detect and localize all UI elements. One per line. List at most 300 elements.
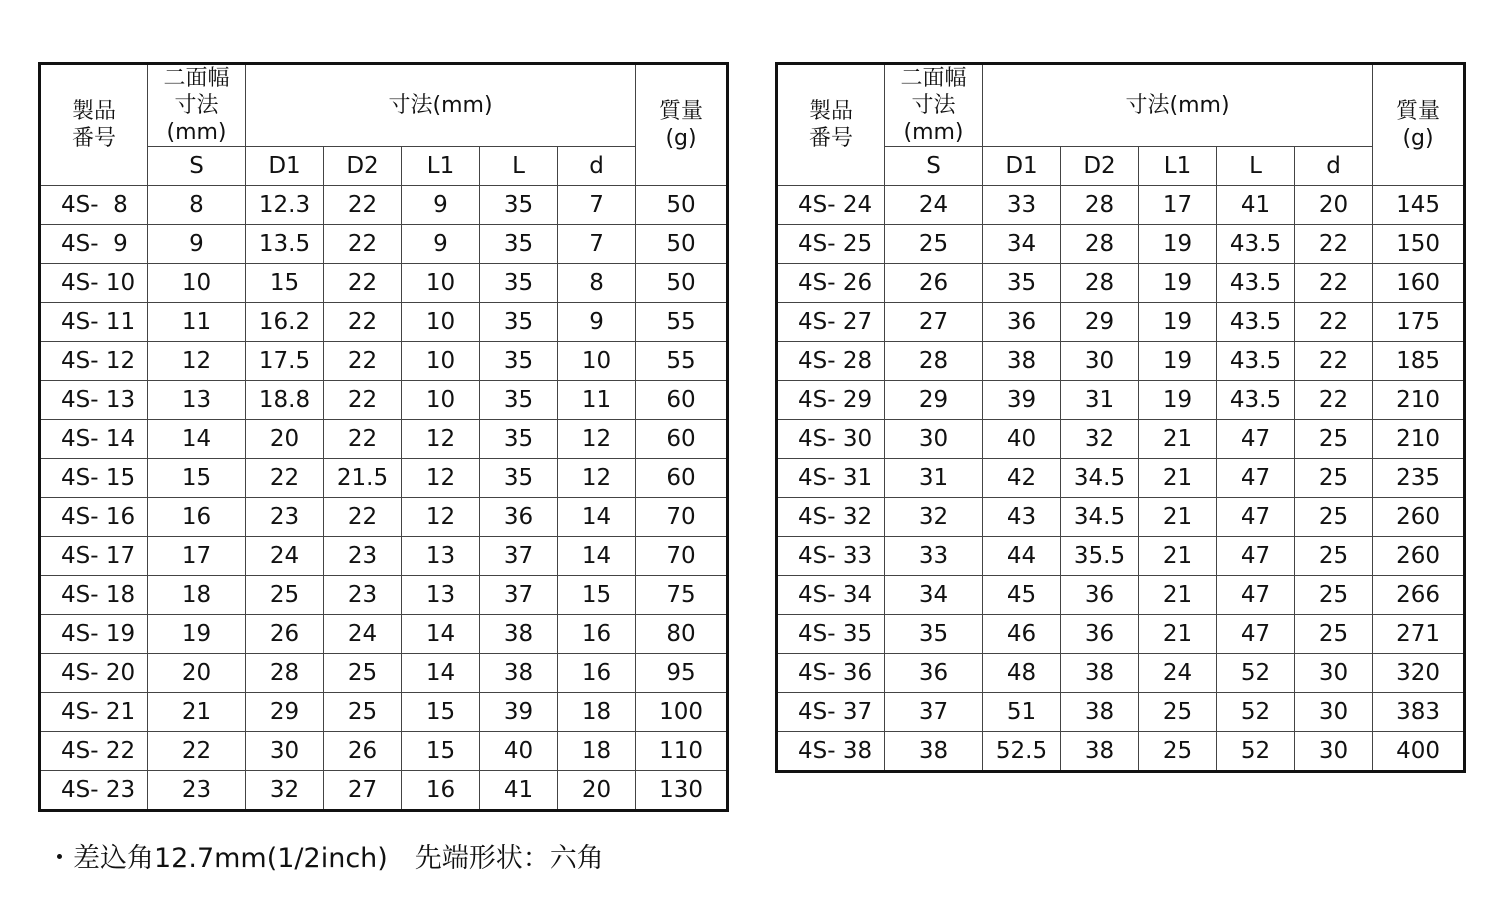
header-col-l1: L1 bbox=[402, 147, 480, 186]
cell-l: 43.5 bbox=[1217, 381, 1295, 420]
table-row bbox=[777, 459, 1465, 498]
cell-l1: 24 bbox=[1139, 654, 1217, 693]
cell-d: 20 bbox=[558, 771, 636, 811]
cell-l: 47 bbox=[1217, 615, 1295, 654]
table-row bbox=[777, 186, 1465, 225]
cell-s: 25 bbox=[885, 225, 983, 264]
cell-s: 17 bbox=[148, 537, 246, 576]
cell-l: 43.5 bbox=[1217, 342, 1295, 381]
cell-d2: 24 bbox=[324, 615, 402, 654]
cell-d1: 48 bbox=[983, 654, 1061, 693]
cell-l1: 15 bbox=[402, 693, 480, 732]
cell-d2: 38 bbox=[1061, 732, 1139, 772]
cell-mass: 160 bbox=[1373, 264, 1465, 303]
table-row bbox=[777, 576, 1465, 615]
cell-d2: 22 bbox=[324, 498, 402, 537]
cell-d1: 26 bbox=[246, 615, 324, 654]
cell-l: 35 bbox=[480, 459, 558, 498]
cell-s: 23 bbox=[148, 771, 246, 811]
cell-mass: 95 bbox=[636, 654, 728, 693]
cell-s: 12 bbox=[148, 342, 246, 381]
header-product-number: 製品 番号 bbox=[777, 64, 885, 186]
cell-l: 41 bbox=[480, 771, 558, 811]
table-row bbox=[777, 693, 1465, 732]
cell-l: 38 bbox=[480, 615, 558, 654]
cell-d2: 34.5 bbox=[1061, 498, 1139, 537]
cell-d: 22 bbox=[1295, 381, 1373, 420]
cell-d2: 28 bbox=[1061, 264, 1139, 303]
cell-d: 25 bbox=[1295, 537, 1373, 576]
cell-s: 10 bbox=[148, 264, 246, 303]
cell-l: 37 bbox=[480, 576, 558, 615]
cell-d1: 38 bbox=[983, 342, 1061, 381]
cell-l1: 12 bbox=[402, 498, 480, 537]
cell-model: 4S- 27 bbox=[777, 303, 885, 342]
table-row bbox=[40, 537, 728, 576]
cell-s: 19 bbox=[148, 615, 246, 654]
cell-mass: 150 bbox=[1373, 225, 1465, 264]
cell-d1: 17.5 bbox=[246, 342, 324, 381]
cell-l: 47 bbox=[1217, 576, 1295, 615]
cell-l: 52 bbox=[1217, 693, 1295, 732]
cell-l: 43.5 bbox=[1217, 303, 1295, 342]
cell-l: 35 bbox=[480, 225, 558, 264]
cell-model: 4S- 32 bbox=[777, 498, 885, 537]
table-row bbox=[777, 303, 1465, 342]
cell-d1: 20 bbox=[246, 420, 324, 459]
cell-mass: 271 bbox=[1373, 615, 1465, 654]
cell-l1: 21 bbox=[1139, 498, 1217, 537]
cell-l1: 10 bbox=[402, 303, 480, 342]
cell-d: 8 bbox=[558, 264, 636, 303]
cell-d: 18 bbox=[558, 732, 636, 771]
cell-model: 4S- 11 bbox=[40, 303, 148, 342]
cell-s: 14 bbox=[148, 420, 246, 459]
table-row bbox=[777, 225, 1465, 264]
cell-d: 25 bbox=[1295, 459, 1373, 498]
cell-l1: 17 bbox=[1139, 186, 1217, 225]
cell-d2: 21.5 bbox=[324, 459, 402, 498]
table-row bbox=[40, 381, 728, 420]
cell-mass: 60 bbox=[636, 420, 728, 459]
cell-model: 4S- 19 bbox=[40, 615, 148, 654]
cell-mass: 210 bbox=[1373, 381, 1465, 420]
cell-d1: 28 bbox=[246, 654, 324, 693]
cell-d2: 28 bbox=[1061, 225, 1139, 264]
cell-d2: 36 bbox=[1061, 615, 1139, 654]
cell-d1: 42 bbox=[983, 459, 1061, 498]
header-col-d: d bbox=[558, 147, 636, 186]
cell-l1: 19 bbox=[1139, 264, 1217, 303]
cell-l1: 13 bbox=[402, 576, 480, 615]
cell-model: 4S- 10 bbox=[40, 264, 148, 303]
cell-s: 11 bbox=[148, 303, 246, 342]
cell-d1: 52.5 bbox=[983, 732, 1061, 772]
table-row bbox=[777, 654, 1465, 693]
cell-mass: 60 bbox=[636, 381, 728, 420]
cell-s: 31 bbox=[885, 459, 983, 498]
cell-d1: 22 bbox=[246, 459, 324, 498]
cell-d: 30 bbox=[1295, 732, 1373, 772]
cell-d: 7 bbox=[558, 186, 636, 225]
cell-mass: 70 bbox=[636, 498, 728, 537]
table-row bbox=[40, 771, 728, 811]
cell-l: 47 bbox=[1217, 537, 1295, 576]
cell-d2: 36 bbox=[1061, 576, 1139, 615]
cell-d: 7 bbox=[558, 225, 636, 264]
cell-l: 52 bbox=[1217, 732, 1295, 772]
cell-l1: 21 bbox=[1139, 576, 1217, 615]
cell-d: 15 bbox=[558, 576, 636, 615]
cell-d: 22 bbox=[1295, 264, 1373, 303]
header-dimensions: 寸法(mm) bbox=[246, 64, 636, 147]
cell-s: 35 bbox=[885, 615, 983, 654]
header-dimensions: 寸法(mm) bbox=[983, 64, 1373, 147]
cell-l1: 19 bbox=[1139, 303, 1217, 342]
cell-d2: 27 bbox=[324, 771, 402, 811]
cell-l: 36 bbox=[480, 498, 558, 537]
cell-d2: 23 bbox=[324, 576, 402, 615]
cell-d: 12 bbox=[558, 420, 636, 459]
cell-model: 4S- 8 bbox=[40, 186, 148, 225]
cell-mass: 50 bbox=[636, 225, 728, 264]
cell-l: 43.5 bbox=[1217, 225, 1295, 264]
table-row bbox=[40, 264, 728, 303]
cell-d: 22 bbox=[1295, 303, 1373, 342]
header-width-across-flats: 二面幅 寸法 (mm) bbox=[885, 64, 983, 147]
cell-d2: 31 bbox=[1061, 381, 1139, 420]
cell-l1: 12 bbox=[402, 459, 480, 498]
cell-mass: 175 bbox=[1373, 303, 1465, 342]
cell-l1: 25 bbox=[1139, 693, 1217, 732]
cell-s: 21 bbox=[148, 693, 246, 732]
table-row bbox=[40, 342, 728, 381]
cell-model: 4S- 33 bbox=[777, 537, 885, 576]
cell-d1: 43 bbox=[983, 498, 1061, 537]
cell-d2: 29 bbox=[1061, 303, 1139, 342]
cell-model: 4S- 20 bbox=[40, 654, 148, 693]
cell-d2: 22 bbox=[324, 342, 402, 381]
header-mass: 質量 (g) bbox=[636, 64, 728, 186]
footnote: ・差込角12.7mm(1/2inch) 先端形状：六角 bbox=[46, 843, 604, 874]
header-col-d: d bbox=[1295, 147, 1373, 186]
table-row bbox=[40, 576, 728, 615]
cell-d: 25 bbox=[1295, 615, 1373, 654]
table-row bbox=[40, 693, 728, 732]
cell-mass: 50 bbox=[636, 186, 728, 225]
cell-l1: 19 bbox=[1139, 381, 1217, 420]
cell-d2: 28 bbox=[1061, 186, 1139, 225]
cell-d2: 30 bbox=[1061, 342, 1139, 381]
cell-l1: 21 bbox=[1139, 459, 1217, 498]
header-col-s: S bbox=[148, 147, 246, 186]
cell-model: 4S- 25 bbox=[777, 225, 885, 264]
cell-d2: 22 bbox=[324, 186, 402, 225]
cell-d1: 23 bbox=[246, 498, 324, 537]
cell-d: 30 bbox=[1295, 693, 1373, 732]
cell-d2: 38 bbox=[1061, 654, 1139, 693]
table-row bbox=[777, 342, 1465, 381]
cell-mass: 260 bbox=[1373, 498, 1465, 537]
cell-mass: 80 bbox=[636, 615, 728, 654]
cell-d1: 45 bbox=[983, 576, 1061, 615]
cell-l: 35 bbox=[480, 303, 558, 342]
cell-model: 4S- 24 bbox=[777, 186, 885, 225]
table-row bbox=[40, 498, 728, 537]
cell-d: 25 bbox=[1295, 498, 1373, 537]
cell-d2: 22 bbox=[324, 420, 402, 459]
cell-l1: 9 bbox=[402, 186, 480, 225]
table-row bbox=[40, 225, 728, 264]
cell-mass: 60 bbox=[636, 459, 728, 498]
cell-d1: 30 bbox=[246, 732, 324, 771]
cell-mass: 235 bbox=[1373, 459, 1465, 498]
cell-l1: 19 bbox=[1139, 342, 1217, 381]
cell-l1: 14 bbox=[402, 654, 480, 693]
cell-s: 32 bbox=[885, 498, 983, 537]
cell-mass: 50 bbox=[636, 264, 728, 303]
cell-mass: 383 bbox=[1373, 693, 1465, 732]
table-row bbox=[40, 303, 728, 342]
cell-d2: 34.5 bbox=[1061, 459, 1139, 498]
cell-d: 12 bbox=[558, 459, 636, 498]
spec-table-right bbox=[775, 62, 1466, 773]
cell-model: 4S- 16 bbox=[40, 498, 148, 537]
table-row bbox=[777, 537, 1465, 576]
cell-d1: 40 bbox=[983, 420, 1061, 459]
cell-d1: 18.8 bbox=[246, 381, 324, 420]
cell-l1: 19 bbox=[1139, 225, 1217, 264]
cell-s: 30 bbox=[885, 420, 983, 459]
cell-d2: 22 bbox=[324, 303, 402, 342]
cell-model: 4S- 18 bbox=[40, 576, 148, 615]
cell-l: 35 bbox=[480, 342, 558, 381]
header-col-s: S bbox=[885, 147, 983, 186]
cell-model: 4S- 9 bbox=[40, 225, 148, 264]
cell-model: 4S- 30 bbox=[777, 420, 885, 459]
cell-d: 10 bbox=[558, 342, 636, 381]
cell-model: 4S- 21 bbox=[40, 693, 148, 732]
header-col-l1: L1 bbox=[1139, 147, 1217, 186]
cell-d1: 29 bbox=[246, 693, 324, 732]
cell-l1: 9 bbox=[402, 225, 480, 264]
cell-l: 52 bbox=[1217, 654, 1295, 693]
cell-l: 47 bbox=[1217, 420, 1295, 459]
cell-mass: 75 bbox=[636, 576, 728, 615]
cell-mass: 55 bbox=[636, 342, 728, 381]
cell-d1: 12.3 bbox=[246, 186, 324, 225]
cell-s: 33 bbox=[885, 537, 983, 576]
cell-l: 35 bbox=[480, 186, 558, 225]
cell-s: 9 bbox=[148, 225, 246, 264]
cell-mass: 210 bbox=[1373, 420, 1465, 459]
cell-mass: 110 bbox=[636, 732, 728, 771]
table-row bbox=[777, 615, 1465, 654]
cell-d2: 35.5 bbox=[1061, 537, 1139, 576]
cell-d1: 44 bbox=[983, 537, 1061, 576]
cell-s: 15 bbox=[148, 459, 246, 498]
header-product-number: 製品 番号 bbox=[40, 64, 148, 186]
cell-d1: 46 bbox=[983, 615, 1061, 654]
cell-mass: 185 bbox=[1373, 342, 1465, 381]
cell-d1: 16.2 bbox=[246, 303, 324, 342]
header-col-d1: D1 bbox=[246, 147, 324, 186]
header-col-d2: D2 bbox=[1061, 147, 1139, 186]
cell-mass: 320 bbox=[1373, 654, 1465, 693]
cell-model: 4S- 22 bbox=[40, 732, 148, 771]
cell-model: 4S- 37 bbox=[777, 693, 885, 732]
cell-d1: 24 bbox=[246, 537, 324, 576]
cell-l: 47 bbox=[1217, 459, 1295, 498]
cell-d: 22 bbox=[1295, 225, 1373, 264]
cell-d: 11 bbox=[558, 381, 636, 420]
cell-mass: 145 bbox=[1373, 186, 1465, 225]
table-row bbox=[40, 186, 728, 225]
cell-model: 4S- 14 bbox=[40, 420, 148, 459]
cell-d1: 25 bbox=[246, 576, 324, 615]
cell-d1: 13.5 bbox=[246, 225, 324, 264]
cell-l: 38 bbox=[480, 654, 558, 693]
cell-d2: 38 bbox=[1061, 693, 1139, 732]
cell-mass: 55 bbox=[636, 303, 728, 342]
cell-model: 4S- 31 bbox=[777, 459, 885, 498]
cell-l: 35 bbox=[480, 264, 558, 303]
cell-s: 13 bbox=[148, 381, 246, 420]
cell-mass: 100 bbox=[636, 693, 728, 732]
cell-d2: 22 bbox=[324, 225, 402, 264]
cell-d: 14 bbox=[558, 537, 636, 576]
cell-l1: 13 bbox=[402, 537, 480, 576]
cell-l1: 21 bbox=[1139, 537, 1217, 576]
header-col-d1: D1 bbox=[983, 147, 1061, 186]
table-row bbox=[40, 732, 728, 771]
table-row bbox=[777, 381, 1465, 420]
spec-table-left bbox=[38, 62, 729, 812]
cell-l: 43.5 bbox=[1217, 264, 1295, 303]
cell-d1: 33 bbox=[983, 186, 1061, 225]
cell-s: 16 bbox=[148, 498, 246, 537]
cell-d: 9 bbox=[558, 303, 636, 342]
cell-model: 4S- 36 bbox=[777, 654, 885, 693]
cell-d1: 39 bbox=[983, 381, 1061, 420]
cell-l: 35 bbox=[480, 420, 558, 459]
cell-model: 4S- 28 bbox=[777, 342, 885, 381]
cell-d: 30 bbox=[1295, 654, 1373, 693]
cell-model: 4S- 15 bbox=[40, 459, 148, 498]
cell-d: 20 bbox=[1295, 186, 1373, 225]
cell-l1: 10 bbox=[402, 264, 480, 303]
cell-s: 37 bbox=[885, 693, 983, 732]
cell-d1: 35 bbox=[983, 264, 1061, 303]
cell-l: 47 bbox=[1217, 498, 1295, 537]
header-mass: 質量 (g) bbox=[1373, 64, 1465, 186]
cell-s: 24 bbox=[885, 186, 983, 225]
header-col-l: L bbox=[1217, 147, 1295, 186]
cell-d2: 32 bbox=[1061, 420, 1139, 459]
cell-model: 4S- 35 bbox=[777, 615, 885, 654]
cell-l1: 14 bbox=[402, 615, 480, 654]
cell-d: 18 bbox=[558, 693, 636, 732]
cell-d: 16 bbox=[558, 615, 636, 654]
cell-s: 27 bbox=[885, 303, 983, 342]
cell-d1: 15 bbox=[246, 264, 324, 303]
cell-l: 41 bbox=[1217, 186, 1295, 225]
cell-l: 39 bbox=[480, 693, 558, 732]
cell-model: 4S- 17 bbox=[40, 537, 148, 576]
cell-l1: 16 bbox=[402, 771, 480, 811]
table-row bbox=[40, 459, 728, 498]
cell-l1: 21 bbox=[1139, 615, 1217, 654]
cell-d1: 34 bbox=[983, 225, 1061, 264]
cell-d: 25 bbox=[1295, 420, 1373, 459]
cell-l: 37 bbox=[480, 537, 558, 576]
table-row bbox=[777, 264, 1465, 303]
cell-model: 4S- 38 bbox=[777, 732, 885, 772]
table-row bbox=[40, 654, 728, 693]
cell-l: 35 bbox=[480, 381, 558, 420]
cell-model: 4S- 12 bbox=[40, 342, 148, 381]
cell-mass: 400 bbox=[1373, 732, 1465, 772]
cell-d2: 25 bbox=[324, 654, 402, 693]
cell-s: 36 bbox=[885, 654, 983, 693]
cell-model: 4S- 23 bbox=[40, 771, 148, 811]
cell-d2: 25 bbox=[324, 693, 402, 732]
cell-s: 8 bbox=[148, 186, 246, 225]
table-row bbox=[40, 615, 728, 654]
cell-model: 4S- 13 bbox=[40, 381, 148, 420]
cell-s: 18 bbox=[148, 576, 246, 615]
cell-s: 34 bbox=[885, 576, 983, 615]
cell-l1: 21 bbox=[1139, 420, 1217, 459]
cell-d2: 26 bbox=[324, 732, 402, 771]
header-width-across-flats: 二面幅 寸法 (mm) bbox=[148, 64, 246, 147]
cell-mass: 266 bbox=[1373, 576, 1465, 615]
cell-l1: 10 bbox=[402, 342, 480, 381]
cell-mass: 130 bbox=[636, 771, 728, 811]
cell-model: 4S- 26 bbox=[777, 264, 885, 303]
cell-d1: 51 bbox=[983, 693, 1061, 732]
table-row bbox=[777, 498, 1465, 537]
cell-mass: 260 bbox=[1373, 537, 1465, 576]
cell-d: 22 bbox=[1295, 342, 1373, 381]
table-row bbox=[777, 732, 1465, 772]
cell-s: 22 bbox=[148, 732, 246, 771]
cell-s: 20 bbox=[148, 654, 246, 693]
table-row bbox=[40, 420, 728, 459]
cell-d: 16 bbox=[558, 654, 636, 693]
cell-l1: 25 bbox=[1139, 732, 1217, 772]
cell-s: 29 bbox=[885, 381, 983, 420]
cell-d2: 23 bbox=[324, 537, 402, 576]
cell-d: 25 bbox=[1295, 576, 1373, 615]
cell-s: 38 bbox=[885, 732, 983, 772]
cell-l1: 15 bbox=[402, 732, 480, 771]
cell-l1: 12 bbox=[402, 420, 480, 459]
cell-d1: 32 bbox=[246, 771, 324, 811]
cell-d: 14 bbox=[558, 498, 636, 537]
cell-l1: 10 bbox=[402, 381, 480, 420]
cell-d2: 22 bbox=[324, 264, 402, 303]
cell-model: 4S- 29 bbox=[777, 381, 885, 420]
cell-d2: 22 bbox=[324, 381, 402, 420]
header-col-l: L bbox=[480, 147, 558, 186]
table-row bbox=[777, 420, 1465, 459]
cell-mass: 70 bbox=[636, 537, 728, 576]
cell-d1: 36 bbox=[983, 303, 1061, 342]
cell-model: 4S- 34 bbox=[777, 576, 885, 615]
cell-s: 26 bbox=[885, 264, 983, 303]
header-col-d2: D2 bbox=[324, 147, 402, 186]
